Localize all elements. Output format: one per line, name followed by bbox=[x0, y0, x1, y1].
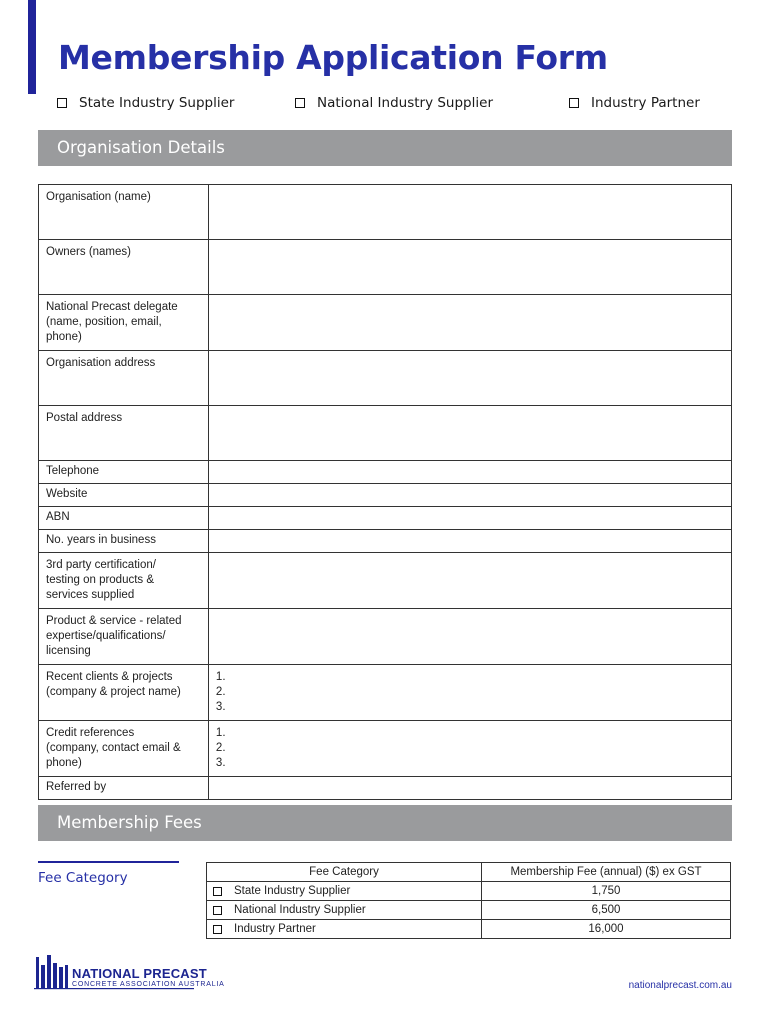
table-row bbox=[39, 185, 732, 240]
option-label: State Industry Supplier bbox=[79, 95, 235, 111]
field-input[interactable] bbox=[208, 351, 731, 406]
fees-header-row bbox=[207, 863, 731, 882]
fee-amount: 1,750 bbox=[482, 882, 731, 901]
section-header-fees: Membership Fees bbox=[38, 805, 732, 841]
option-label: Industry Partner bbox=[591, 95, 700, 111]
table-row bbox=[39, 351, 732, 406]
checkbox[interactable] bbox=[295, 98, 305, 108]
checkbox[interactable] bbox=[57, 98, 67, 108]
field-input[interactable] bbox=[208, 461, 731, 484]
field-input[interactable] bbox=[208, 777, 731, 800]
fee-category-name: State Industry Supplier bbox=[234, 885, 351, 897]
field-label: No. years in business bbox=[39, 530, 209, 553]
table-row bbox=[39, 484, 732, 507]
checkbox[interactable] bbox=[569, 98, 579, 108]
table-row bbox=[39, 461, 732, 484]
field-input[interactable] bbox=[208, 507, 731, 530]
table-row bbox=[39, 530, 732, 553]
table-row bbox=[39, 777, 732, 800]
table-row bbox=[39, 721, 732, 777]
fee-category-name: National Industry Supplier bbox=[234, 904, 366, 916]
column-header-membership-fee: Membership Fee (annual) ($) ex GST bbox=[482, 863, 731, 882]
title-accent-bar bbox=[28, 0, 36, 94]
field-label: 3rd party certification/ testing on products & services supplied bbox=[39, 553, 209, 609]
fee-category-label: Fee Category bbox=[38, 870, 128, 886]
checkbox[interactable] bbox=[213, 887, 222, 896]
table-row bbox=[39, 295, 732, 351]
fee-category-rule bbox=[38, 861, 179, 863]
field-label: Organisation (name) bbox=[39, 185, 209, 240]
field-input[interactable] bbox=[208, 484, 731, 507]
field-label: Owners (names) bbox=[39, 240, 209, 295]
field-input[interactable]: 1. 2. 3. bbox=[208, 721, 731, 777]
table-row bbox=[39, 240, 732, 295]
field-label: Telephone bbox=[39, 461, 209, 484]
field-input[interactable] bbox=[208, 240, 731, 295]
table-row bbox=[207, 920, 731, 939]
field-input[interactable] bbox=[208, 185, 731, 240]
checkbox[interactable] bbox=[213, 906, 222, 915]
field-input[interactable]: 1. 2. 3. bbox=[208, 665, 731, 721]
table-row bbox=[39, 665, 732, 721]
table-row bbox=[39, 609, 732, 665]
table-row bbox=[39, 507, 732, 530]
logo-subtitle: CONCRETE ASSOCIATION AUSTRALIA bbox=[72, 981, 225, 988]
field-label: Recent clients & projects (company & project name) bbox=[39, 665, 209, 721]
field-label: Postal address bbox=[39, 406, 209, 461]
table-row bbox=[207, 901, 731, 920]
page-title: Membership Application Form bbox=[58, 38, 608, 77]
fee-amount: 6,500 bbox=[482, 901, 731, 920]
membership-type-options bbox=[0, 95, 770, 115]
field-label: National Precast delegate (name, position, email, phone) bbox=[39, 295, 209, 351]
field-label: Credit references (company, contact email & phone) bbox=[39, 721, 209, 777]
field-label: Product & service - related expertise/qualifications/ licensing bbox=[39, 609, 209, 665]
field-input[interactable] bbox=[208, 553, 731, 609]
field-label: Referred by bbox=[39, 777, 209, 800]
field-input[interactable] bbox=[208, 530, 731, 553]
option-label: National Industry Supplier bbox=[317, 95, 493, 111]
organisation-details-table bbox=[38, 184, 732, 800]
option-industry-partner[interactable] bbox=[569, 95, 700, 111]
field-label: ABN bbox=[39, 507, 209, 530]
option-state-industry-supplier[interactable] bbox=[57, 95, 234, 111]
section-header-organisation: Organisation Details bbox=[38, 130, 732, 166]
checkbox[interactable] bbox=[213, 925, 222, 934]
fee-amount: 16,000 bbox=[482, 920, 731, 939]
field-input[interactable] bbox=[208, 609, 731, 665]
table-row bbox=[39, 406, 732, 461]
option-national-industry-supplier[interactable] bbox=[295, 95, 493, 111]
field-input[interactable] bbox=[208, 406, 731, 461]
logo-wordmark: NATIONAL PRECAST bbox=[72, 966, 207, 981]
field-label: Website bbox=[39, 484, 209, 507]
membership-fees-table bbox=[206, 862, 731, 939]
field-input[interactable] bbox=[208, 295, 731, 351]
field-label: Organisation address bbox=[39, 351, 209, 406]
table-row bbox=[207, 882, 731, 901]
fee-category-name: Industry Partner bbox=[234, 923, 316, 935]
website-link[interactable]: nationalprecast.com.au bbox=[628, 980, 732, 991]
table-row bbox=[39, 553, 732, 609]
column-header-fee-category: Fee Category bbox=[207, 863, 482, 882]
